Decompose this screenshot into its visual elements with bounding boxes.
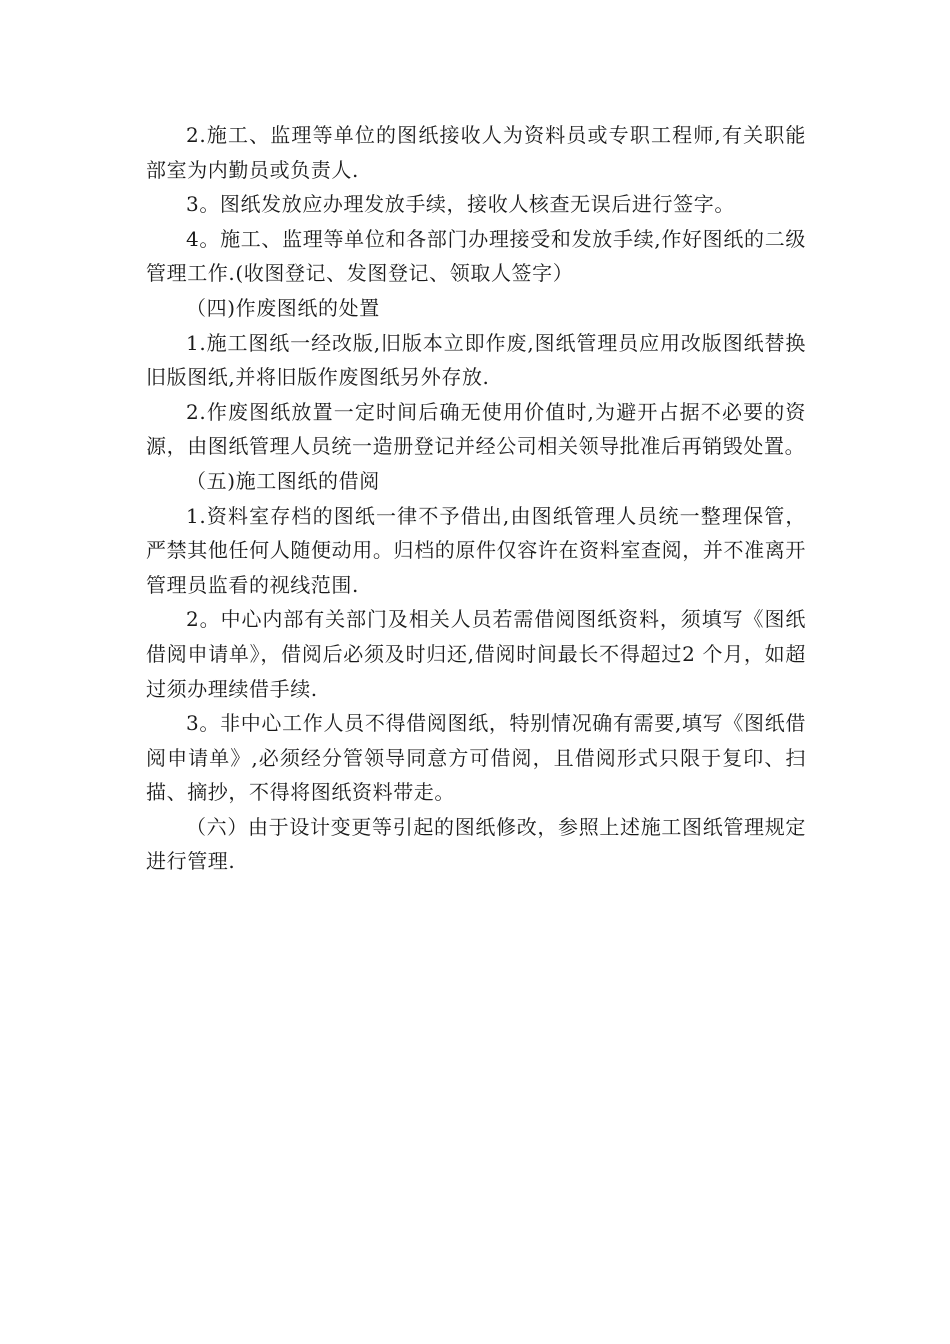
paragraph-external-borrowing: 3。非中心工作人员不得借阅图纸，特别情况确有需要,填写《图纸借阅申请单》,必须经分管领导同意方可借阅，且借阅形式只限于复印、扫描、摘抄，不得将图纸资料带走。 — [146, 711, 806, 805]
section-heading-borrowing: （五)施工图纸的借阅 — [186, 468, 380, 493]
paragraph-destruction: 2.作废图纸放置一定时间后确无使用价值时,为避开占据不必要的资源，由图纸管理人员统一造册登记并经公司相关领导批准后再销毁处置。 — [146, 399, 806, 459]
paragraph-issue-procedure: 3。图纸发放应办理发放手续，接收人核查无误后进行签字。 — [186, 192, 735, 217]
paragraph-archive-no-lending: 1.资料室存档的图纸一律不予借出,由图纸管理人员统一整理保管，严禁其他任何人随便动用。归档的原件仅容许在资料室查阅，并不准离开管理员监看的视线范围. — [146, 503, 806, 597]
paragraph-revision-replacement: 1.施工图纸一经改版,旧版本立即作废,图纸管理员应用改版图纸替换旧版图纸,并将旧版作废图纸另外存放. — [146, 330, 806, 390]
paragraph-design-change: （六）由于设计变更等引起的图纸修改，参照上述施工图纸管理规定进行管理. — [146, 814, 806, 874]
section-heading-obsolete-drawings: （四)作废图纸的处置 — [186, 295, 380, 320]
paragraph-secondary-management: 4。施工、监理等单位和各部门办理接受和发放手续,作好图纸的二级管理工作.(收图登记、发图登记、领取人签字） — [146, 226, 806, 286]
document-page — [146, 118, 806, 879]
paragraph-receiver-roles: 2.施工、监理等单位的图纸接收人为资料员或专职工程师,有关职能部室为内勤员或负责人. — [146, 123, 806, 182]
paragraph-internal-borrowing: 2。中心内部有关部门及相关人员若需借阅图纸资料，须填写《图纸借阅申请单》，借阅后必须及时归还,借阅时间最长不得超过2 个月，如超过须办理续借手续. — [146, 607, 806, 701]
